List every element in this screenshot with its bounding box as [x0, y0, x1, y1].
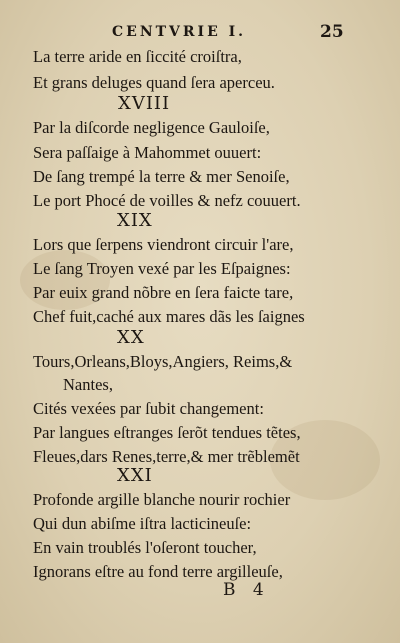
quatrain-numeral: XIX [117, 210, 153, 231]
verse-line: Profonde argille blanche nourir rochier [33, 490, 291, 509]
quatrain-numeral: XX [117, 327, 145, 348]
verse-line: Lors que ſerpens viendront circuir l'are, [33, 235, 294, 254]
verse-line: La terre aride en ſiccité croiſtra, [33, 47, 242, 66]
signature-mark: B 4 [223, 580, 270, 600]
running-title: CENTVRIE I. [112, 24, 247, 40]
verse-line: Cités vexées par ſubit changement: [33, 399, 264, 418]
verse-line: Ignorans eſtre au fond terre argilleuſe, [33, 562, 283, 581]
verse-line: Le port Phocé de voilles & nefz couuert. [33, 191, 301, 210]
verse-line: Chef fuit,caché aux mares dãs les ſaignes [33, 307, 305, 326]
quatrain-numeral: XVIII [118, 93, 171, 114]
verse-line: Fleues,dars Renes,terre,& mer trẽblemẽt [33, 447, 300, 466]
verse-line: Le ſang Troyen vexé par les Eſpaignes: [33, 259, 291, 278]
verse-line: Nantes, [63, 375, 113, 394]
verse-line: Et grans deluges quand ſera aperceu. [33, 73, 275, 92]
folio-number: 25 [320, 22, 344, 42]
verse-line: Par la diſcorde negligence Gauloiſe, [33, 118, 270, 137]
page-header [0, 24, 400, 46]
verse-line: De ſang trempé la terre & mer Senoiſe, [33, 167, 290, 186]
verse-line: Tours,Orleans,Bloys,Angiers, Reims,& [33, 352, 293, 371]
verse-line: En vain troublés l'oſeront toucher, [33, 538, 257, 557]
verse-line: Par langues eſtranges ſerõt tendues tẽtes, [33, 423, 301, 442]
verse-line: Sera paſſaige à Mahommet ouuert: [33, 143, 262, 162]
quatrain-numeral: XXI [117, 465, 153, 486]
verse-line: Par euix grand nõbre en ſera faicte tare, [33, 283, 294, 302]
verse-line: Qui dun abiſme iſtra lacticineuſe: [33, 514, 252, 533]
